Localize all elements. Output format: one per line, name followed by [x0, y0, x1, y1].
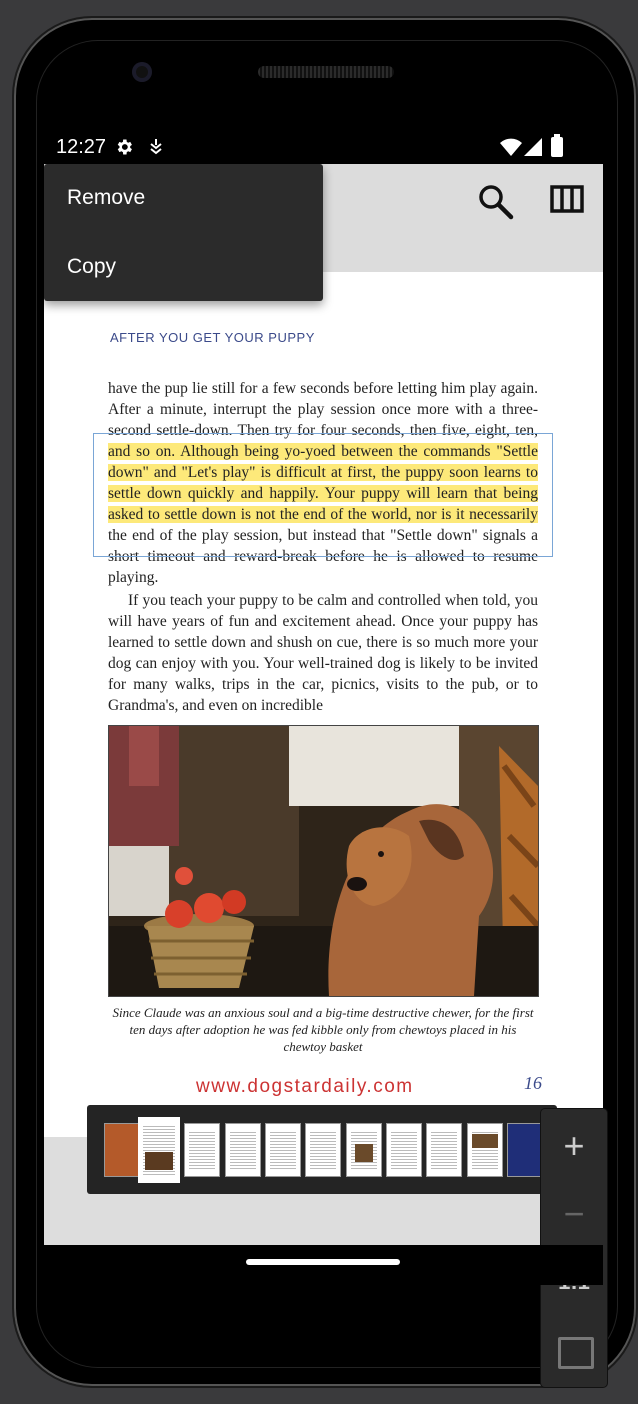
paragraph-1[interactable] — [108, 378, 538, 588]
thumbnail-page[interactable] — [507, 1123, 543, 1177]
thumbnail-page[interactable] — [305, 1123, 341, 1177]
page-thumbnail-strip[interactable] — [87, 1105, 557, 1194]
thumbnail-current-page[interactable] — [138, 1117, 180, 1183]
copy-menu-item[interactable]: Copy — [67, 255, 117, 278]
thumbnail-page[interactable] — [467, 1123, 503, 1177]
search-icon[interactable] — [478, 184, 514, 220]
fit-screen-button[interactable] — [541, 1317, 607, 1385]
footer-url[interactable]: www.dogstardaily.com — [196, 1076, 414, 1097]
book-page[interactable] — [44, 272, 603, 1137]
dog-photo — [108, 725, 539, 997]
context-menu — [44, 164, 323, 301]
status-time: 12:27 — [56, 136, 107, 158]
paragraph-1-end: the end of the play session, but instead that "Settle down" signals a short timeout and reward-break before he is allowed to resume playing. — [108, 527, 538, 586]
paragraph-1-start: have the pup lie still for a few seconds before letting him play again. After a minute, interrupt the play session once more with a three-second settle-down. Then try for four seconds, then five, eight, ten, — [108, 380, 538, 439]
zoom-in-button[interactable]: + — [563, 1125, 585, 1166]
thumbnail-page[interactable] — [426, 1123, 462, 1177]
battery-icon — [551, 137, 563, 157]
home-gesture-bar[interactable] — [246, 1259, 400, 1265]
remove-menu-item[interactable]: Remove — [67, 186, 146, 209]
status-bar — [44, 128, 603, 164]
fit-screen-icon — [558, 1337, 594, 1369]
zoom-out-button[interactable]: − — [563, 1193, 585, 1234]
paragraph-2[interactable]: If you teach your puppy to be calm and controlled when told, you will have years of fun and excitement ahead. Once your puppy has learned to settle down and shush on cue, there is so much more your dog can enjoy with you. Your well-trained dog is likely to be invited for many walks, trips in the car, picnics, visits to the pub, or to Grandma's, and even on incredible — [108, 592, 538, 714]
reader-screen — [44, 164, 603, 1245]
thumbnail-page[interactable] — [104, 1123, 140, 1177]
thumbnail-page[interactable] — [386, 1123, 422, 1177]
gear-icon — [114, 137, 134, 157]
page-number: 16 — [524, 1073, 542, 1093]
navigation-bar — [44, 1245, 603, 1285]
wifi-icon — [500, 138, 522, 156]
signal-icon — [524, 138, 542, 156]
thumbnail-page[interactable] — [346, 1123, 382, 1177]
columns-icon[interactable] — [550, 184, 584, 214]
photo-caption: Since Claude was an anxious soul and a big-time destructive chewer, for the first ten days after adoption he was fed kibble only from chewtoys placed in his chewtoy basket — [112, 1005, 534, 1054]
front-camera — [132, 62, 152, 82]
thumbnail-page[interactable] — [225, 1123, 261, 1177]
thumbnail-page[interactable] — [265, 1123, 301, 1177]
page-header: AFTER YOU GET YOUR PUPPY — [110, 330, 315, 345]
earpiece-speaker — [258, 66, 394, 78]
download-icon — [148, 137, 164, 157]
highlighted-text[interactable]: and so on. Although being yo-yoed between the commands "Settle down" and "Let's play" is difficult at first, the puppy soon learns to settle down quickly and happily. Your puppy will learn that being asked to settle down is not the end of the world, nor is it necessarily — [108, 443, 538, 523]
thumbnail-page[interactable] — [184, 1123, 220, 1177]
